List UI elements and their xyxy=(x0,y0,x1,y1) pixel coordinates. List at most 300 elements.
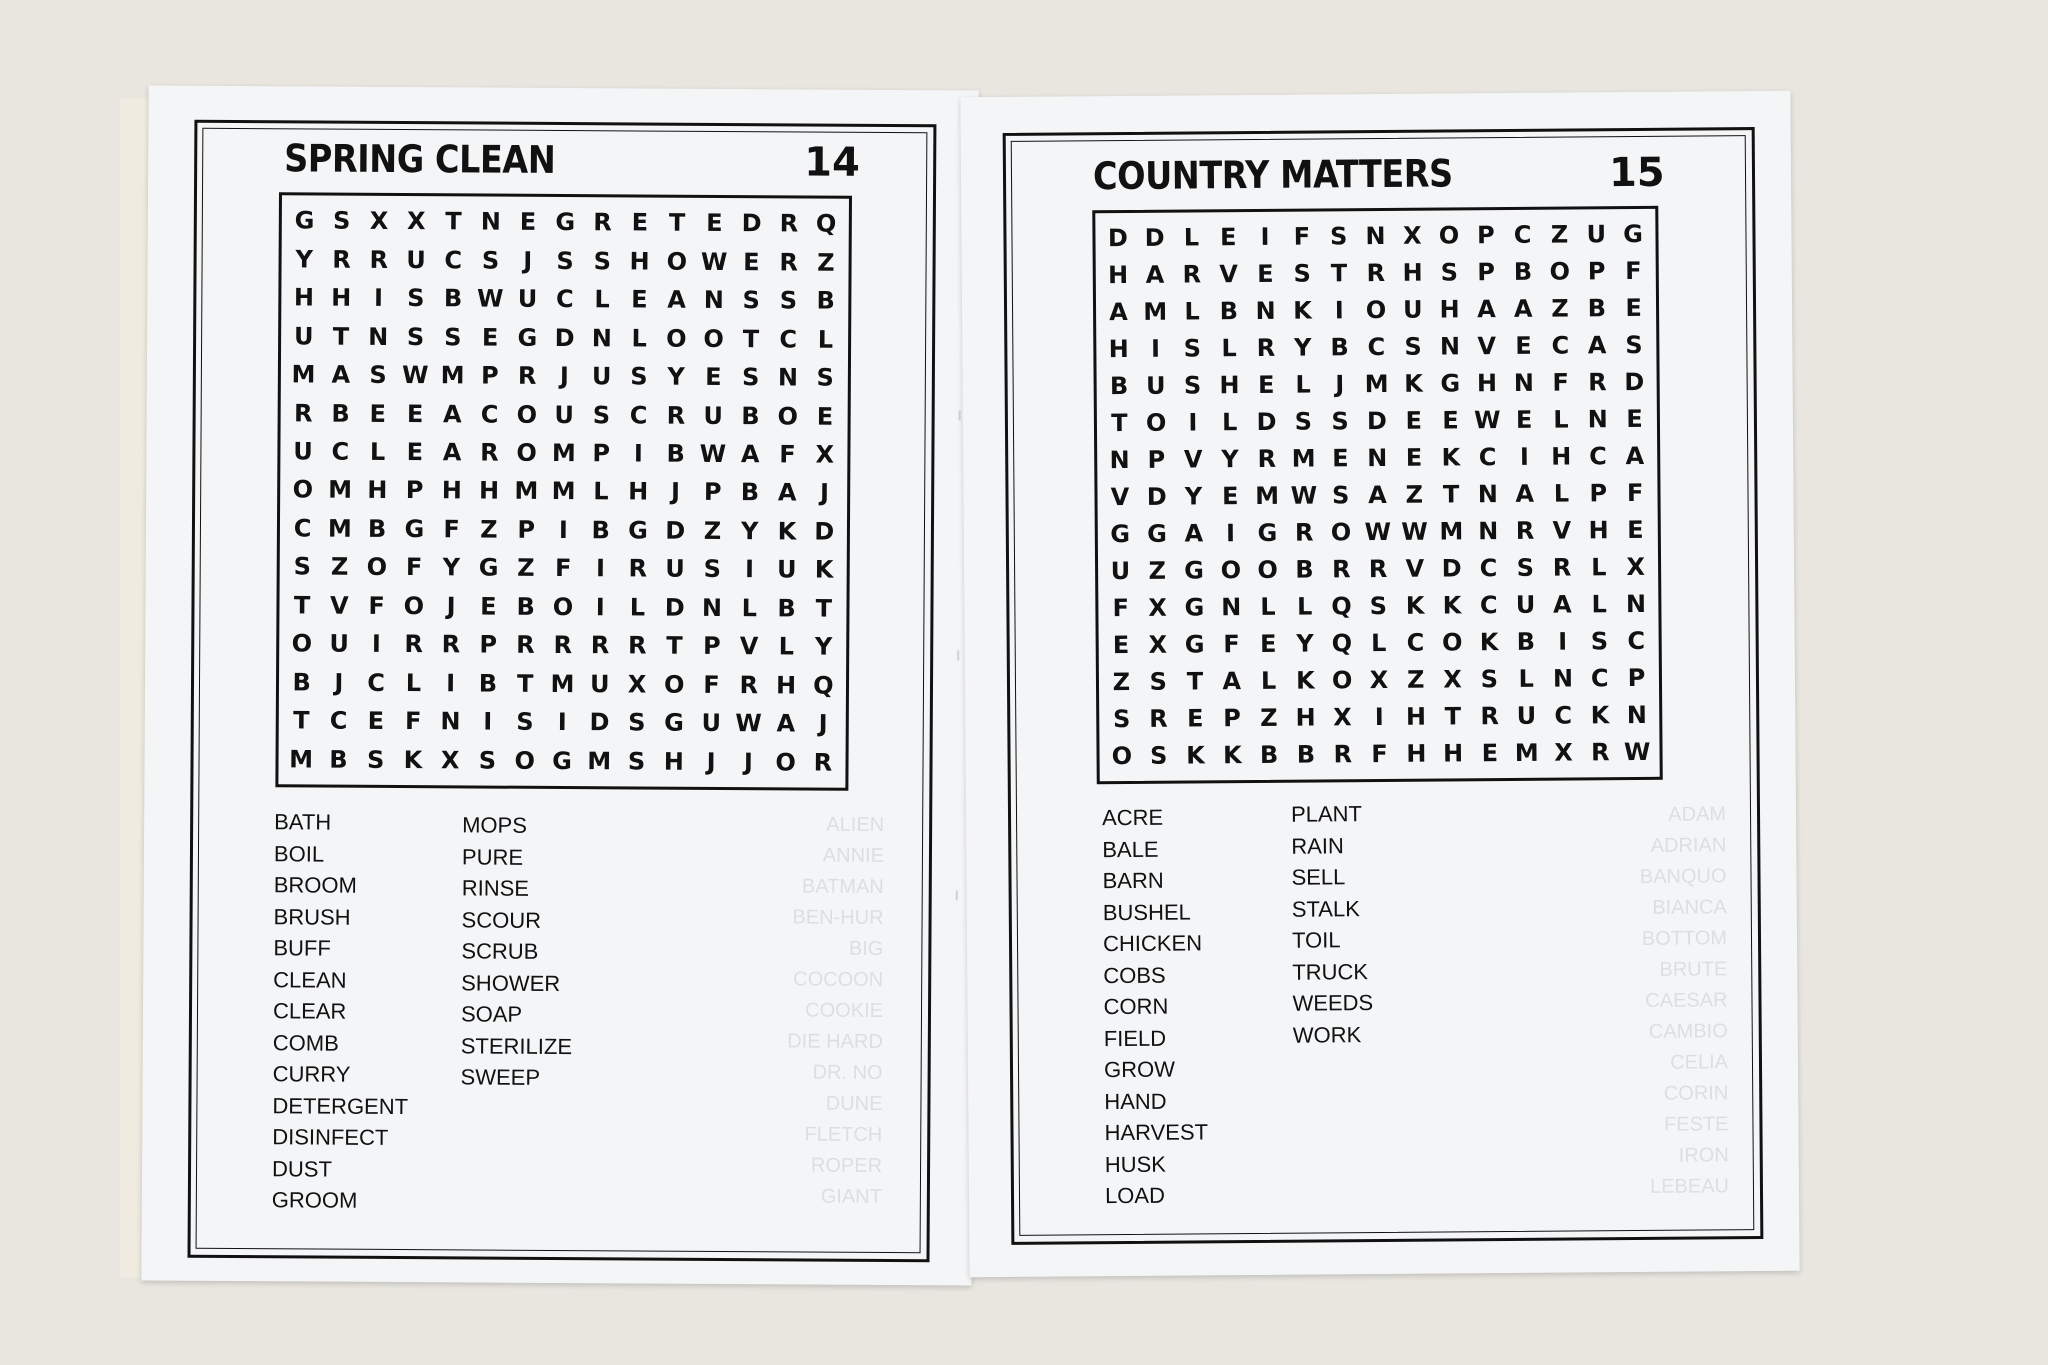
grid-letter[interactable]: H xyxy=(775,671,797,700)
grid-letter[interactable]: S xyxy=(293,552,312,581)
grid-letter[interactable]: B xyxy=(740,478,760,507)
grid-letter[interactable]: F xyxy=(1552,368,1569,397)
grid-letter[interactable]: B xyxy=(1109,371,1129,400)
grid-letter[interactable]: U xyxy=(1402,295,1423,324)
grid-letter[interactable]: U xyxy=(776,555,797,584)
grid-letter[interactable]: R xyxy=(1368,555,1388,584)
grid-letter[interactable]: Y xyxy=(1293,333,1312,362)
grid-letter[interactable]: M xyxy=(550,669,575,698)
grid-letter[interactable]: F xyxy=(1626,478,1644,508)
grid-letter[interactable]: B xyxy=(478,669,498,698)
grid-letter[interactable]: S xyxy=(627,747,646,776)
grid-letter[interactable]: C xyxy=(1406,628,1425,658)
grid-letter[interactable]: B xyxy=(516,592,535,621)
grid-letter[interactable]: D xyxy=(741,209,762,238)
grid-letter[interactable]: G xyxy=(664,708,684,738)
grid-letter[interactable]: P xyxy=(702,632,721,661)
grid-letter[interactable]: U xyxy=(703,401,724,430)
grid-letter[interactable]: G xyxy=(478,553,499,583)
grid-letter[interactable]: J xyxy=(559,362,569,391)
grid-letter[interactable]: Z xyxy=(1112,668,1131,697)
grid-letter[interactable]: R xyxy=(1257,444,1277,473)
grid-letter[interactable]: K xyxy=(1479,628,1499,657)
grid-letter[interactable]: O xyxy=(366,553,388,582)
grid-letter[interactable]: T xyxy=(1330,258,1348,287)
grid-letter[interactable]: M xyxy=(1143,297,1168,326)
grid-letter[interactable]: A xyxy=(776,709,796,738)
grid-letter[interactable]: C xyxy=(1513,220,1532,249)
grid-letter[interactable]: F xyxy=(554,554,572,583)
grid-letter[interactable]: G xyxy=(1184,593,1205,622)
grid-letter[interactable]: J xyxy=(670,478,681,507)
grid-letter[interactable]: C xyxy=(444,245,463,275)
grid-letter[interactable]: L xyxy=(1553,479,1570,508)
grid-letter[interactable]: R xyxy=(1366,258,1386,287)
grid-letter[interactable]: T xyxy=(1111,408,1128,437)
grid-letter[interactable]: O xyxy=(516,438,537,467)
letter-grid[interactable] xyxy=(275,192,852,790)
grid-letter[interactable]: L xyxy=(778,632,795,661)
grid-letter[interactable]: Z xyxy=(1405,480,1424,509)
grid-letter[interactable]: E xyxy=(1332,444,1349,473)
grid-letter[interactable]: N xyxy=(1255,296,1276,325)
grid-letter[interactable]: W xyxy=(1364,517,1392,547)
grid-letter[interactable]: P xyxy=(1477,257,1496,286)
grid-letter[interactable]: J xyxy=(706,747,716,776)
grid-letter[interactable]: S xyxy=(444,322,462,352)
grid-letter[interactable]: L xyxy=(594,285,610,314)
grid-letter[interactable]: U xyxy=(554,400,574,429)
grid-letter[interactable]: E xyxy=(1259,630,1277,659)
grid-letter[interactable]: P xyxy=(1589,479,1608,508)
grid-letter[interactable]: R xyxy=(627,631,647,660)
grid-letter[interactable]: Z xyxy=(480,515,498,544)
grid-letter[interactable]: W xyxy=(1290,481,1318,510)
grid-letter[interactable]: N xyxy=(703,286,725,315)
grid-letter[interactable]: A xyxy=(740,440,760,469)
grid-letter[interactable]: U xyxy=(293,437,313,466)
grid-letter[interactable]: P xyxy=(592,439,611,468)
grid-letter[interactable]: H xyxy=(1588,516,1609,545)
grid-letter[interactable]: L xyxy=(1591,590,1607,619)
grid-letter[interactable]: W xyxy=(735,709,762,738)
grid-letter[interactable]: L xyxy=(741,593,758,623)
grid-letter[interactable]: P xyxy=(1476,220,1495,249)
grid-letter[interactable]: I xyxy=(595,554,606,583)
grid-letter[interactable]: K xyxy=(1590,701,1610,730)
grid-letter[interactable]: H xyxy=(1405,703,1427,732)
grid-letter[interactable]: H xyxy=(293,283,315,312)
grid-letter[interactable]: F xyxy=(368,591,385,620)
grid-letter[interactable]: J xyxy=(1335,370,1345,399)
grid-letter[interactable]: C xyxy=(331,437,350,466)
grid-letter[interactable]: S xyxy=(516,708,534,737)
grid-letter[interactable]: X xyxy=(1148,593,1167,623)
grid-letter[interactable]: L xyxy=(817,325,834,354)
grid-letter[interactable]: R xyxy=(593,208,612,237)
grid-letter[interactable]: K xyxy=(403,745,423,774)
grid-letter[interactable]: P xyxy=(479,630,498,659)
grid-letter[interactable]: S xyxy=(478,746,497,775)
grid-letter[interactable]: K xyxy=(1404,369,1423,398)
grid-letter[interactable]: R xyxy=(779,248,799,277)
grid-letter[interactable]: I xyxy=(446,669,456,698)
grid-letter[interactable]: R xyxy=(553,631,573,660)
grid-letter[interactable]: A xyxy=(1222,667,1242,696)
grid-letter[interactable]: R xyxy=(441,630,461,659)
grid-letter[interactable]: K xyxy=(1186,741,1205,770)
grid-letter[interactable]: I xyxy=(744,555,755,584)
grid-letter[interactable]: F xyxy=(1625,256,1642,285)
grid-letter[interactable]: S xyxy=(406,322,425,351)
grid-letter[interactable]: W xyxy=(1401,517,1428,546)
grid-letter[interactable]: P xyxy=(1587,256,1606,285)
grid-letter[interactable]: V xyxy=(739,632,759,661)
grid-letter[interactable]: U xyxy=(406,245,426,274)
grid-letter[interactable]: F xyxy=(1223,630,1240,659)
grid-letter[interactable]: D xyxy=(1441,554,1462,583)
grid-letter[interactable]: V xyxy=(1219,259,1238,288)
grid-letter[interactable]: S xyxy=(592,400,611,429)
grid-letter[interactable]: G xyxy=(517,323,538,352)
grid-letter[interactable]: M xyxy=(291,360,316,389)
grid-letter[interactable]: T xyxy=(293,591,311,620)
grid-letter[interactable]: N xyxy=(1513,368,1534,397)
grid-letter[interactable]: J xyxy=(743,747,753,776)
grid-letter[interactable]: D xyxy=(814,517,835,546)
grid-letter[interactable]: S xyxy=(481,246,500,275)
grid-letter[interactable]: T xyxy=(742,324,760,353)
grid-letter[interactable]: I xyxy=(557,708,567,737)
grid-letter[interactable]: T xyxy=(1444,702,1462,731)
grid-letter[interactable]: P xyxy=(1147,445,1166,474)
grid-letter[interactable]: S xyxy=(366,745,385,774)
grid-letter[interactable]: S xyxy=(1183,334,1202,363)
grid-letter[interactable]: P xyxy=(480,361,499,390)
grid-letter[interactable]: Z xyxy=(817,248,835,277)
grid-letter[interactable]: E xyxy=(1515,405,1533,434)
grid-letter[interactable]: X xyxy=(1554,738,1573,768)
grid-letter[interactable]: H xyxy=(1442,739,1464,768)
grid-letter[interactable]: E xyxy=(1405,406,1423,435)
grid-letter[interactable]: V xyxy=(1183,445,1203,474)
grid-letter[interactable]: Y xyxy=(1221,445,1239,474)
grid-letter[interactable]: V xyxy=(1110,482,1130,512)
grid-letter[interactable]: H xyxy=(331,283,352,312)
grid-letter[interactable]: O xyxy=(1257,555,1278,585)
grid-letter[interactable]: R xyxy=(739,670,759,700)
grid-letter[interactable]: Z xyxy=(1550,220,1569,249)
grid-letter[interactable]: G xyxy=(1184,556,1205,585)
grid-letter[interactable]: R xyxy=(404,630,424,659)
grid-letter[interactable]: T xyxy=(293,706,310,735)
grid-letter[interactable]: A xyxy=(1477,294,1496,323)
grid-letter[interactable]: R xyxy=(779,209,799,238)
grid-letter[interactable]: O xyxy=(1549,257,1571,286)
grid-letter[interactable]: W xyxy=(476,284,504,313)
grid-letter[interactable]: A xyxy=(1625,441,1645,470)
grid-letter[interactable]: K xyxy=(1295,666,1315,695)
grid-letter[interactable]: S xyxy=(630,362,648,391)
grid-letter[interactable]: G xyxy=(1623,219,1644,248)
grid-letter[interactable]: A xyxy=(331,360,351,389)
grid-letter[interactable]: H xyxy=(1439,295,1460,324)
grid-letter[interactable]: S xyxy=(1480,665,1499,694)
grid-letter[interactable]: S xyxy=(1293,259,1311,288)
grid-letter[interactable]: I xyxy=(595,593,605,622)
grid-letter[interactable]: S xyxy=(779,286,798,315)
grid-letter[interactable]: L xyxy=(1260,667,1277,696)
grid-letter[interactable]: K xyxy=(1293,296,1312,325)
grid-letter[interactable]: X xyxy=(1402,221,1422,250)
grid-letter[interactable]: B xyxy=(666,439,685,468)
grid-letter[interactable]: E xyxy=(631,208,649,237)
grid-letter[interactable]: B xyxy=(367,514,387,543)
grid-letter[interactable]: H xyxy=(1219,370,1240,400)
grid-letter[interactable]: Z xyxy=(1551,294,1569,323)
grid-letter[interactable]: M xyxy=(327,514,352,543)
grid-letter[interactable]: V xyxy=(330,591,349,620)
grid-letter[interactable]: K xyxy=(1442,591,1462,620)
grid-letter[interactable]: R xyxy=(1294,518,1314,547)
grid-letter[interactable]: B xyxy=(1295,555,1314,584)
grid-letter[interactable]: L xyxy=(369,437,386,466)
grid-letter[interactable]: C xyxy=(629,400,648,430)
grid-letter[interactable]: S xyxy=(703,555,722,584)
grid-letter[interactable]: O xyxy=(1111,742,1133,771)
grid-letter[interactable]: L xyxy=(1183,222,1200,252)
grid-letter[interactable]: J xyxy=(818,709,828,738)
grid-letter[interactable]: D xyxy=(589,708,610,737)
grid-letter[interactable]: A xyxy=(1184,519,1204,548)
grid-letter[interactable]: O xyxy=(516,400,538,429)
grid-letter[interactable]: L xyxy=(1591,553,1607,582)
grid-letter[interactable]: S xyxy=(1516,553,1535,583)
grid-letter[interactable]: A xyxy=(1587,330,1607,360)
grid-letter[interactable]: P xyxy=(1627,664,1646,693)
grid-letter[interactable]: H xyxy=(441,476,463,505)
grid-letter[interactable]: J xyxy=(446,592,456,621)
grid-letter[interactable]: R xyxy=(1149,705,1168,734)
grid-letter[interactable]: S xyxy=(1149,742,1168,771)
grid-letter[interactable]: M xyxy=(551,438,576,468)
grid-letter[interactable]: G xyxy=(555,208,576,237)
grid-letter[interactable]: R xyxy=(480,438,499,467)
grid-letter[interactable]: J xyxy=(819,479,830,508)
grid-letter[interactable]: L xyxy=(1295,370,1311,399)
grid-letter[interactable]: U xyxy=(591,362,612,391)
grid-letter[interactable]: B xyxy=(329,745,348,774)
grid-letter[interactable]: R xyxy=(517,361,537,390)
grid-letter[interactable]: S xyxy=(1590,627,1609,656)
grid-letter[interactable]: B xyxy=(1516,628,1536,657)
grid-letter[interactable]: T xyxy=(1186,667,1204,696)
grid-letter[interactable]: E xyxy=(1627,515,1644,545)
grid-letter[interactable]: S xyxy=(1183,371,1202,400)
grid-letter[interactable]: I xyxy=(1558,627,1568,656)
grid-letter[interactable]: L xyxy=(1221,333,1237,362)
grid-letter[interactable]: B xyxy=(1330,332,1349,362)
grid-letter[interactable]: B xyxy=(331,399,350,428)
grid-letter[interactable]: P xyxy=(703,478,722,507)
grid-letter[interactable]: D xyxy=(665,516,686,545)
grid-letter[interactable]: U xyxy=(1145,371,1166,400)
grid-letter[interactable]: N xyxy=(1587,405,1608,434)
grid-letter[interactable]: M xyxy=(289,745,314,774)
grid-letter[interactable]: R xyxy=(813,748,833,777)
grid-letter[interactable]: B xyxy=(741,401,760,430)
grid-letter[interactable]: X xyxy=(1369,666,1389,695)
grid-letter[interactable]: C xyxy=(555,285,574,314)
grid-letter[interactable]: O xyxy=(1365,295,1387,324)
grid-letter[interactable]: O xyxy=(514,746,536,775)
grid-letter[interactable]: M xyxy=(1291,444,1316,473)
grid-letter[interactable]: S xyxy=(816,363,834,392)
grid-letter[interactable]: H xyxy=(663,747,684,776)
grid-letter[interactable]: M xyxy=(1514,739,1539,768)
grid-letter[interactable]: F xyxy=(779,440,796,469)
grid-letter[interactable]: M xyxy=(440,361,465,390)
grid-letter[interactable]: R xyxy=(1590,738,1610,767)
grid-letter[interactable]: O xyxy=(666,324,687,353)
grid-letter[interactable]: M xyxy=(1439,517,1464,546)
grid-letter[interactable]: S xyxy=(369,360,387,390)
grid-letter[interactable]: E xyxy=(1626,404,1643,433)
grid-letter[interactable]: T xyxy=(666,632,683,661)
grid-letter[interactable]: A xyxy=(1368,480,1387,510)
grid-letter[interactable]: S xyxy=(332,206,351,235)
grid-letter[interactable]: F xyxy=(1293,222,1311,251)
grid-letter[interactable]: Q xyxy=(813,671,834,700)
grid-letter[interactable]: W xyxy=(699,439,727,469)
grid-letter[interactable]: N xyxy=(1439,332,1461,361)
grid-letter[interactable]: H xyxy=(1402,258,1423,287)
grid-letter[interactable]: A xyxy=(777,478,797,507)
grid-letter[interactable]: I xyxy=(1150,334,1161,363)
grid-letter[interactable]: M xyxy=(1364,369,1389,398)
grid-letter[interactable]: N xyxy=(1367,443,1388,473)
grid-letter[interactable]: T xyxy=(668,208,686,237)
grid-letter[interactable]: H xyxy=(1108,260,1129,289)
grid-letter[interactable]: S xyxy=(1294,407,1313,436)
grid-letter[interactable]: N xyxy=(1625,590,1647,619)
grid-letter[interactable]: G xyxy=(628,516,648,545)
grid-letter[interactable]: H xyxy=(479,476,500,506)
grid-letter[interactable]: E xyxy=(816,402,834,431)
grid-letter[interactable]: T xyxy=(516,669,534,698)
grid-letter[interactable]: W xyxy=(401,361,429,390)
grid-letter[interactable]: I xyxy=(633,439,643,468)
grid-letter[interactable]: S xyxy=(1331,481,1350,510)
grid-letter[interactable]: B xyxy=(777,594,796,623)
grid-letter[interactable]: G xyxy=(1147,519,1167,548)
grid-letter[interactable]: H xyxy=(1295,703,1316,733)
grid-letter[interactable]: Y xyxy=(1184,482,1203,511)
grid-letter[interactable]: P xyxy=(1223,704,1241,733)
grid-letter[interactable]: I xyxy=(558,515,568,544)
grid-letter[interactable]: E xyxy=(705,362,722,392)
grid-letter[interactable]: O xyxy=(1441,628,1463,657)
grid-letter[interactable]: O xyxy=(1220,556,1242,585)
grid-letter[interactable]: U xyxy=(293,321,314,351)
grid-letter[interactable]: E xyxy=(1481,739,1499,768)
grid-letter[interactable]: F xyxy=(405,553,423,582)
grid-letter[interactable]: G xyxy=(1110,520,1131,549)
grid-letter[interactable]: N xyxy=(1626,701,1647,730)
grid-letter[interactable]: S xyxy=(1331,407,1349,436)
grid-letter[interactable]: F xyxy=(1112,594,1130,623)
grid-letter[interactable]: H xyxy=(367,476,388,505)
grid-letter[interactable]: C xyxy=(1589,442,1607,471)
grid-letter[interactable]: X xyxy=(815,440,835,469)
grid-letter[interactable]: Z xyxy=(1148,556,1167,585)
grid-letter[interactable]: B xyxy=(292,668,311,697)
grid-letter[interactable]: H xyxy=(629,247,650,276)
grid-letter[interactable]: Y xyxy=(814,632,833,662)
grid-letter[interactable]: R xyxy=(590,631,610,660)
grid-letter[interactable]: Y xyxy=(295,245,314,274)
grid-letter[interactable]: C xyxy=(367,668,386,697)
grid-letter[interactable]: G xyxy=(1184,630,1205,659)
grid-letter[interactable]: A xyxy=(1513,294,1533,323)
grid-letter[interactable]: S xyxy=(628,708,646,737)
grid-letter[interactable]: S xyxy=(1329,221,1348,250)
grid-letter[interactable]: S xyxy=(407,284,425,313)
grid-letter[interactable]: B xyxy=(1259,741,1279,770)
grid-letter[interactable]: V xyxy=(1405,554,1425,583)
grid-letter[interactable]: K xyxy=(814,555,834,585)
grid-letter[interactable]: N xyxy=(1477,480,1499,509)
grid-letter[interactable]: C xyxy=(293,514,312,543)
grid-letter[interactable]: U xyxy=(1516,702,1537,731)
grid-letter[interactable]: E xyxy=(1221,482,1239,511)
grid-letter[interactable]: N xyxy=(440,707,461,736)
grid-letter[interactable]: U xyxy=(1110,557,1131,586)
grid-letter[interactable]: Z xyxy=(1260,704,1278,733)
grid-letter[interactable]: K xyxy=(1405,591,1425,620)
grid-letter[interactable]: B xyxy=(1513,257,1533,286)
grid-letter[interactable]: R xyxy=(1480,702,1499,731)
grid-letter[interactable]: A xyxy=(1145,260,1165,289)
grid-letter[interactable]: S xyxy=(742,286,760,315)
grid-letter[interactable]: R xyxy=(293,398,313,428)
grid-letter[interactable]: U xyxy=(665,555,685,584)
grid-letter[interactable]: D xyxy=(664,593,685,622)
grid-letter[interactable]: G xyxy=(552,746,572,775)
grid-letter[interactable]: W xyxy=(700,247,728,276)
grid-letter[interactable]: N xyxy=(1365,221,1386,250)
grid-letter[interactable]: B xyxy=(1587,293,1607,323)
grid-letter[interactable]: U xyxy=(1586,219,1607,248)
grid-letter[interactable]: L xyxy=(1221,407,1238,437)
grid-letter[interactable]: M xyxy=(551,477,576,506)
grid-letter[interactable]: S xyxy=(593,246,612,275)
grid-letter[interactable]: M xyxy=(1255,481,1280,510)
grid-letter[interactable]: L xyxy=(1518,665,1534,694)
grid-letter[interactable]: I xyxy=(1374,703,1384,732)
grid-letter[interactable]: X xyxy=(1626,553,1646,582)
grid-letter[interactable]: E xyxy=(706,209,723,238)
grid-letter[interactable]: O xyxy=(1438,220,1460,250)
grid-letter[interactable]: E xyxy=(1442,406,1459,435)
grid-letter[interactable]: L xyxy=(405,668,422,697)
grid-letter[interactable]: R xyxy=(1333,740,1353,769)
grid-letter[interactable]: I xyxy=(1226,519,1236,548)
grid-letter[interactable]: O xyxy=(1331,666,1353,695)
grid-letter[interactable]: F xyxy=(443,515,460,544)
grid-letter[interactable]: O xyxy=(664,670,685,699)
grid-letter[interactable]: L xyxy=(1260,593,1276,622)
